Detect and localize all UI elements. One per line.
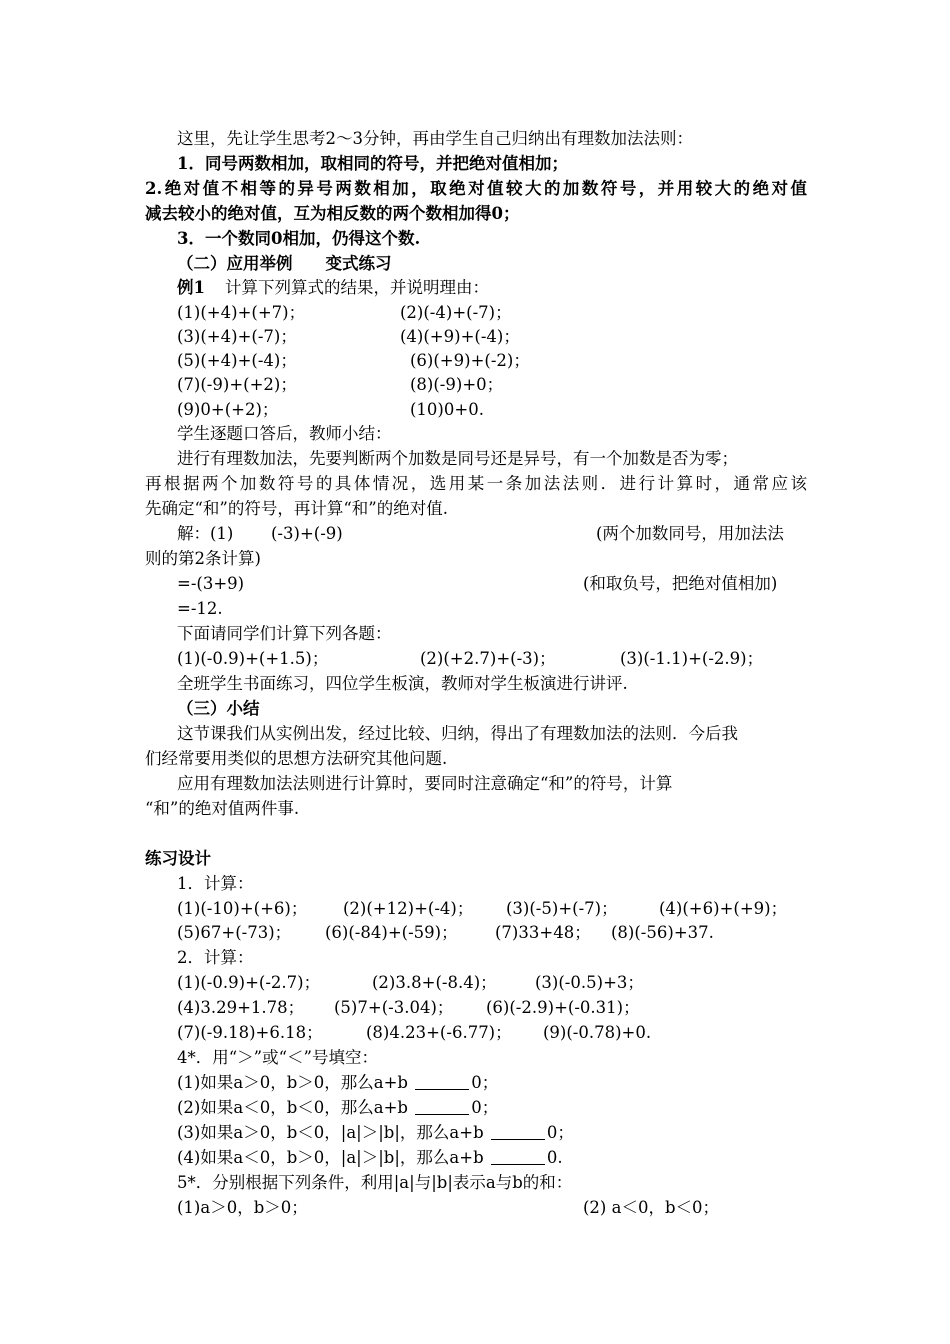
answer-blank[interactable] bbox=[415, 1073, 469, 1090]
fill-in-item bbox=[177, 1096, 498, 1120]
fill-in-tail: 0； bbox=[471, 1098, 499, 1117]
fill-in-tail: 0； bbox=[471, 1073, 499, 1092]
conclusion-line-3: 应用有理数加法法则进行计算时，要同时注意确定“和”的符号，计算 bbox=[177, 774, 673, 793]
answer-blank[interactable] bbox=[491, 1148, 545, 1165]
intro-line: 这里，先让学生思考2～3分钟，再由学生自己归纳出有理数加法法则： bbox=[177, 129, 693, 148]
practice-item: (3)(-1.1)+(-2.9)； bbox=[620, 649, 764, 668]
rule-3: 3．一个数同0相加，仍得这个数. bbox=[177, 229, 421, 248]
fill-in-item bbox=[177, 1121, 574, 1145]
fill-in-condition: (3)如果a＞0，b＜0，|a|＞|b|，那么a+b bbox=[177, 1123, 484, 1142]
example-item: (7)(-9)+(+2)； bbox=[177, 375, 297, 394]
fill-in-item bbox=[177, 1146, 563, 1170]
section-2-heading: （二）应用举例 变式练习 bbox=[177, 254, 392, 273]
fill-in-item bbox=[177, 1071, 498, 1095]
example-item: (1)(+4)+(+7)； bbox=[177, 303, 306, 322]
rule-2-line-1: 2.绝对值不相等的异号两数相加，取绝对值较大的加数符号，并用较大的绝对值 bbox=[145, 179, 807, 198]
summary-line-3: 先确定“和”的符号，再计算“和”的绝对值. bbox=[145, 499, 448, 518]
example-item: (2)(-4)+(-7)； bbox=[400, 303, 512, 322]
example-item: (9)0+(+2)； bbox=[177, 400, 279, 419]
solution-step-1: =-(3+9) bbox=[177, 574, 245, 593]
fill-in-tail: 0. bbox=[546, 1148, 563, 1167]
example-item: (10)0+0. bbox=[410, 400, 484, 419]
exercise-item: (3)(-0.5)+3； bbox=[535, 973, 644, 992]
summary-line-2: 再根据两个加数符号的具体情况，选用某一条加法法则．进行计算时，通常应该 bbox=[145, 474, 807, 493]
solution-note: (两个加数同号，用加法法 bbox=[596, 524, 784, 543]
solution-label: 解：(1) bbox=[177, 524, 234, 543]
exercise-item: (2)(+12)+(-4)； bbox=[343, 899, 474, 918]
exercise-item: (4)3.29+1.78； bbox=[177, 998, 305, 1017]
exercises-heading: 练习设计 bbox=[145, 849, 211, 868]
exercise-item: (7)33+48； bbox=[495, 923, 591, 942]
conclusion-line-2: 们经常要用类似的思想方法研究其他问题. bbox=[145, 749, 448, 768]
example-item: (4)(+9)+(-4)； bbox=[400, 327, 520, 346]
exercise-item: (8)(-56)+37. bbox=[611, 923, 714, 942]
rule-2-line-2: 减去较小的绝对值，互为相反数的两个数相加得0； bbox=[145, 204, 520, 223]
exercise-5-title: 5*．分别根据下列条件，利用|a|与|b|表示a与b的和： bbox=[177, 1173, 573, 1192]
example-label: 例1 bbox=[177, 278, 205, 297]
exercise-item: (2)3.8+(-8.4)； bbox=[372, 973, 497, 992]
exercise-item: (8)4.23+(-6.77)； bbox=[366, 1023, 512, 1042]
exercise-item: (6)(-2.9)+(-0.31)； bbox=[486, 998, 640, 1017]
exercise-item: (5)7+(-3.04)； bbox=[334, 998, 454, 1017]
example-item: (3)(+4)+(-7)； bbox=[177, 327, 297, 346]
exercise-2-title: 2．计算： bbox=[177, 948, 254, 967]
solution-expression: (-3)+(-9) bbox=[271, 524, 343, 543]
exercise-4-title: 4*．用“＞”或“＜”号填空： bbox=[177, 1048, 378, 1067]
example-1 bbox=[177, 276, 489, 300]
example-item: (6)(+9)+(-2)； bbox=[410, 351, 530, 370]
practice-item: (1)(-0.9)+(+1.5)； bbox=[177, 649, 329, 668]
exercise-item: (1)(-0.9)+(-2.7)； bbox=[177, 973, 321, 992]
exercise-item: (4)(+6)+(+9)； bbox=[659, 899, 788, 918]
summary-line-1: 进行有理数加法，先要判断两个加数是同号还是异号，有一个加数是否为零； bbox=[177, 449, 738, 468]
practice-item: (2)(+2.7)+(-3)； bbox=[420, 649, 556, 668]
section-3-heading: （三）小结 bbox=[177, 699, 260, 718]
solution-step-2: =-12. bbox=[177, 599, 223, 618]
practice-after: 全班学生书面练习，四位学生板演，教师对学生板演进行讲评. bbox=[177, 674, 628, 693]
example-text: 计算下列算式的结果，并说明理由： bbox=[224, 278, 489, 297]
fill-in-condition: (1)如果a＞0，b＞0，那么a+b bbox=[177, 1073, 408, 1092]
answer-blank[interactable] bbox=[415, 1098, 469, 1115]
exercise-item: (9)(-0.78)+0. bbox=[543, 1023, 652, 1042]
fill-in-condition: (2)如果a＜0，b＜0，那么a+b bbox=[177, 1098, 408, 1117]
fill-in-tail: 0； bbox=[546, 1123, 574, 1142]
practice-intro: 下面请同学们计算下列各题： bbox=[177, 624, 392, 643]
conclusion-line-1: 这节课我们从实例出发，经过比较、归纳，得出了有理数加法的法则．今后我 bbox=[177, 724, 738, 743]
example-item: (5)(+4)+(-4)； bbox=[177, 351, 297, 370]
example-item: (8)(-9)+0； bbox=[410, 375, 504, 394]
exercise-5-item-2: (2) a＜0，b＜0； bbox=[583, 1198, 720, 1217]
exercise-item: (7)(-9.18)+6.18； bbox=[177, 1023, 323, 1042]
exercise-item: (6)(-84)+(-59)； bbox=[325, 923, 458, 942]
exercise-item: (1)(-10)+(+6)； bbox=[177, 899, 308, 918]
exercise-1-title: 1．计算： bbox=[177, 874, 254, 893]
rule-1: 1．同号两数相加，取相同的符号，并把绝对值相加； bbox=[177, 154, 568, 173]
answer-blank[interactable] bbox=[491, 1123, 545, 1140]
exercise-item: (3)(-5)+(-7)； bbox=[506, 899, 618, 918]
exercise-item: (5)67+(-73)； bbox=[177, 923, 292, 942]
conclusion-line-4: “和”的绝对值两件事. bbox=[145, 799, 300, 818]
solution-note-continued: 则的第2条计算) bbox=[145, 549, 261, 568]
after-answers: 学生逐题口答后，教师小结： bbox=[177, 424, 392, 443]
fill-in-condition: (4)如果a＜0，b＞0，|a|＞|b|，那么a+b bbox=[177, 1148, 484, 1167]
exercise-5-item-1: (1)a＞0，b＞0； bbox=[177, 1198, 308, 1217]
solution-step-1-note: (和取负号，把绝对值相加) bbox=[583, 574, 778, 593]
